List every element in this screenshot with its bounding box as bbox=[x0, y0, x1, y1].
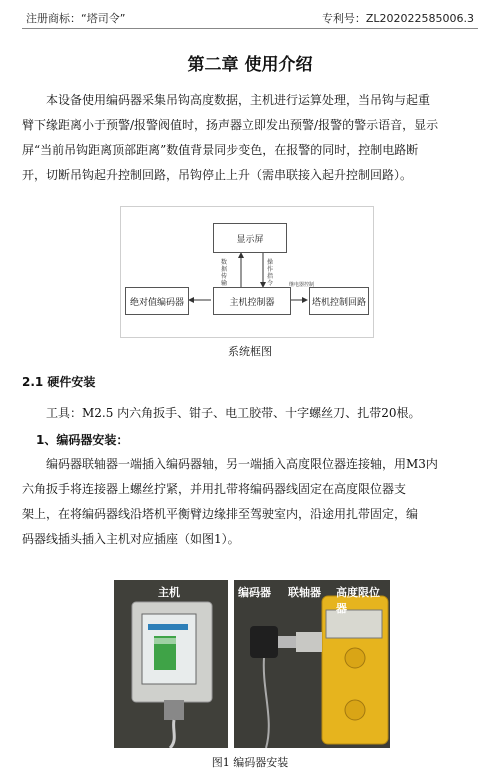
tools-line bbox=[22, 401, 478, 426]
trademark-text: 注册商标：“塔司令” bbox=[26, 12, 126, 25]
chapter-title: 第二章 使用介绍 bbox=[187, 55, 313, 75]
figure-caption: 图1 编码器安装 bbox=[211, 756, 289, 769]
subsection-heading: 1、编码器安装： bbox=[36, 433, 129, 447]
encoder-line: 六角扳手将连接器上螺丝拧紧，并用扎带将编码器线固定在高度限位器支 bbox=[22, 482, 407, 496]
encoder-box: 绝对值编码器 bbox=[125, 287, 189, 315]
encoder-line: 码器线插头插入主机对应插座（如图1）。 bbox=[22, 532, 240, 546]
encoder-assembly-photo bbox=[234, 580, 390, 748]
encoder-label: 编码器 bbox=[238, 586, 271, 599]
intro-line: 本设备使用编码器采集吊钩高度数据，主机进行运算处理，当吊钩与起重 bbox=[46, 93, 431, 107]
intro-line: 屏“当前吊钩距离顶部距离”数值背景同步变色，在报警的同时，控制电路断 bbox=[22, 143, 419, 157]
diagram-caption: 系统框图 bbox=[228, 345, 272, 358]
section-heading: 2.1 硬件安装 bbox=[22, 375, 96, 389]
intro-line: 开，切断吊钩起升控制回路，吊钩停止上升（需串联接入起升控制回路）。 bbox=[22, 168, 413, 182]
header-divider bbox=[22, 28, 478, 29]
coupling-label: 联轴器 bbox=[288, 586, 321, 599]
intro-line: 臂下缘距离小于预警/报警阀值时，扬声器立即发出预警/报警的警示语音，显示 bbox=[22, 118, 439, 132]
arrow-down-label: 操作指令 bbox=[267, 259, 274, 287]
patent-number: 专利号：ZL202022585006.3 bbox=[321, 12, 474, 25]
crane-circuit-box: 塔机控制回路 bbox=[309, 287, 369, 315]
arrow-right-label: 继电器控制 bbox=[289, 282, 315, 288]
encoder-paragraph bbox=[22, 452, 478, 552]
controller-box: 主机控制器 bbox=[213, 287, 291, 315]
host-label: 主机 bbox=[158, 586, 180, 599]
arrow-up-label: 数据传输 bbox=[221, 259, 228, 287]
limiter-label: 高度限位器 bbox=[336, 586, 380, 615]
host-unit-drawing bbox=[114, 580, 228, 748]
host-unit-photo bbox=[114, 580, 228, 748]
display-box: 显示屏 bbox=[213, 223, 287, 253]
encoder-line: 编码器联轴器一端插入编码器轴，另一端插入高度限位器连接轴，用M3内 bbox=[46, 457, 438, 471]
intro-paragraph bbox=[22, 88, 478, 188]
tools-text: 工具：M2.5 内六角扳手、钳子、电工胶带、十字螺丝刀、扎带20根。 bbox=[46, 406, 421, 420]
system-block-diagram bbox=[120, 206, 374, 338]
encoder-line: 架上，在将编码器线沿塔机平衡臂边缘排至驾驶室内，沿途用扎带固定，编 bbox=[22, 507, 419, 521]
